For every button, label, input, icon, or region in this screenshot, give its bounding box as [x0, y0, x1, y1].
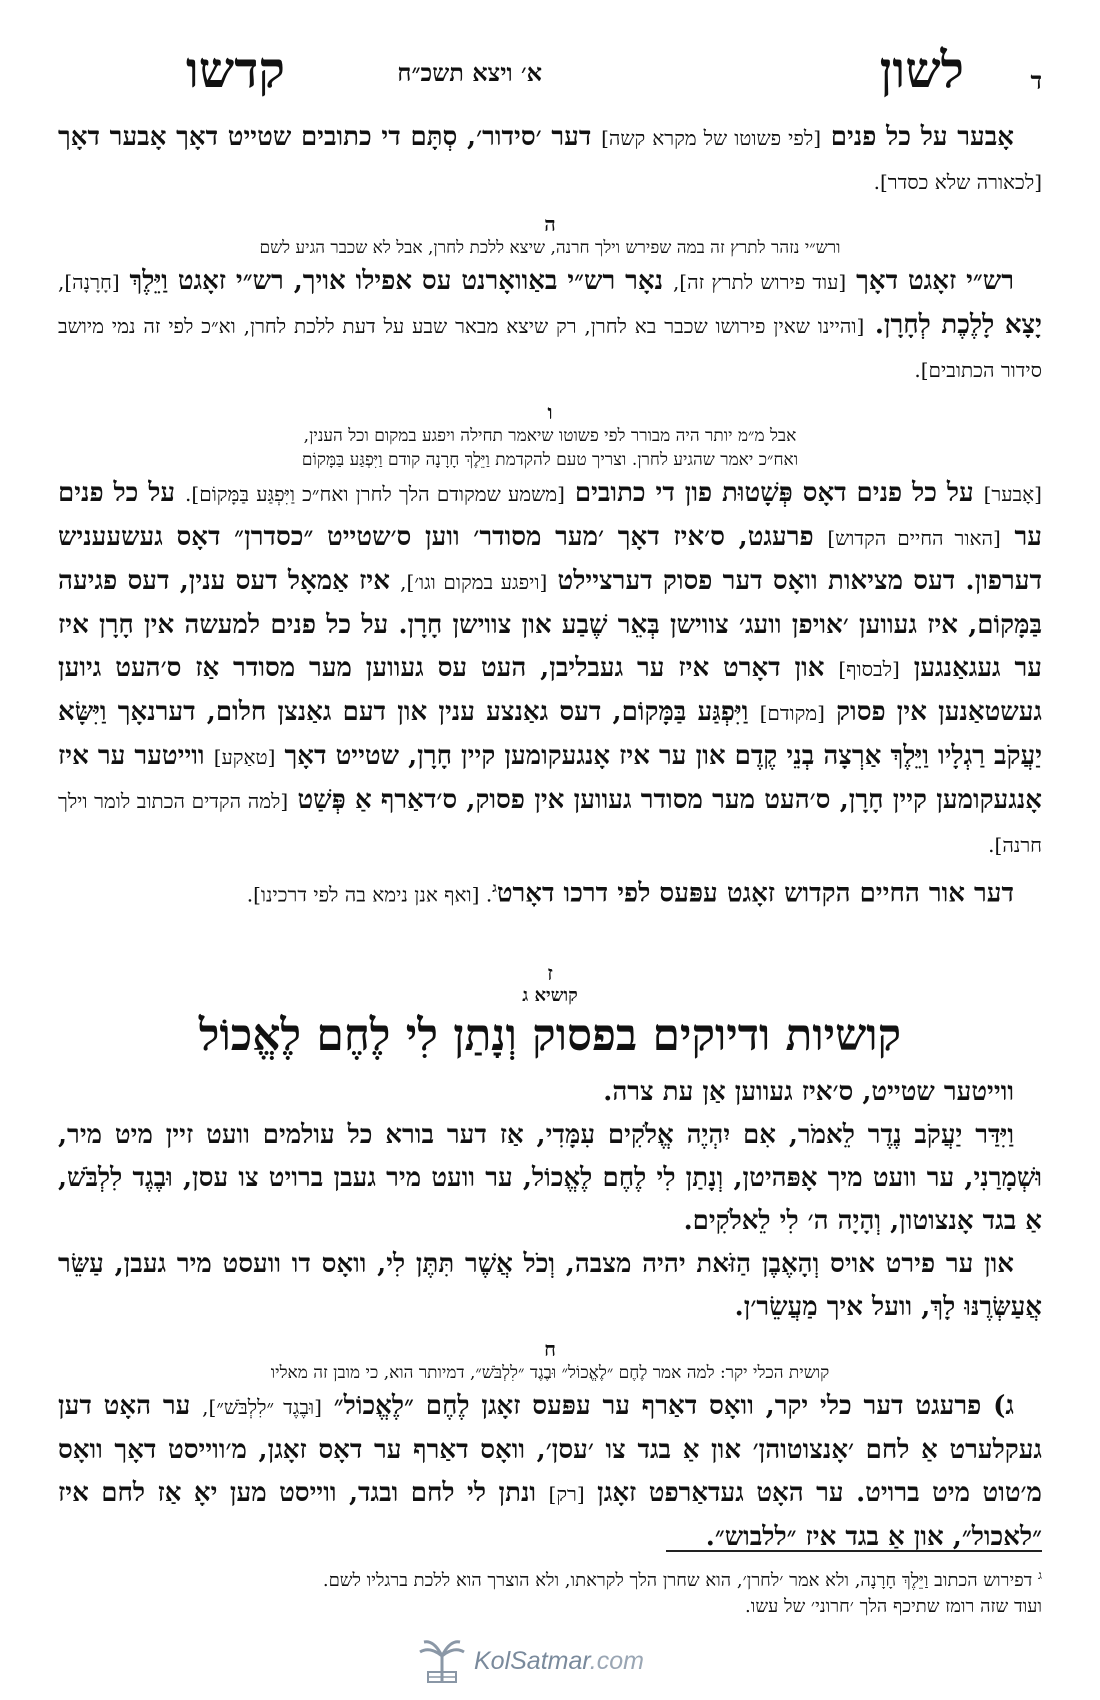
- section-mark-chet: ח: [544, 1336, 556, 1361]
- footnote-line-2: ועוד שזה רומז שתיכף הלך ׳חרוני׳ של עשו.: [745, 1596, 1042, 1617]
- paragraph-8: ג) פרעגט דער כלי יקר, וואָס דאַרף ער עפּעס זאָגן לֶחֶם ״לֶאֱכוֹל״ [וּבֶגֶד ״לִלְבֹּשׁ״], ער האָט דען געקלערט אַ לחם ׳אָנצוטוהן׳ און אַ בגד צו ׳עסן׳, וואָס דאַרף ער דאָס זאָגן, מ׳ווייסט דאָך וואָס מ׳טוט מיט ברויט. ער האָט געדאַרפט זאָגן [רק] ונתן לי לחם ובגד, ווייסט מען יאָ אַז לחם איז ״לאכול״, און אַ בגד איז ״ללבוש״.: [58, 1390, 1042, 1552]
- section-mark-vav: ו: [547, 400, 553, 424]
- paragraph-5: ווייטער שטייט, ס׳איז געווען אַן עת צרה.: [603, 1076, 1014, 1107]
- section-mark-zayin: ז: [547, 960, 553, 985]
- footnote-line-1: $^ג$ דפירוש הכתוב וַיֵּלֶךְ חָרָנָה, ולא אמר ׳לחרן׳, הוא שחרן הלך לקראתו, ולא הוצרך הוא ללכת ברגליו לשם.: [322, 1568, 1042, 1591]
- footnote-divider: [666, 1550, 1042, 1552]
- paragraph-3: [אָבער] על כל פנים דאָס פְּשָׁטוּת פון די כתובים [משמע שמקודם הלך לחרן ואח״כ וַיִּפְגַּע בַּמָּקוֹם]. על כל פנים ער [האור החיים הקדוש] פרעגט, ס׳איז דאָך ׳מער מסודר׳ ווען ס׳שטייט ״כסדרן״ דאָס געשעעניש דערפון. דעס מציאות וואָס דער פסוק דערציילט [ויפגע במקום וגו׳], איז אַמאָל דעס ענין, דעס פגיעה בַּמָּקוֹם, איז געווען ׳אויפן וועג׳ צווישן בְּאֵר שֶׁבַע און צווישן חָרָן. על כל פנים למעשה אין חָרָן איז ער געגאַנגען [לבסוף] און דאָרט איז ער געבליבן, העט עס געווען מער מסודר אַז ס׳העט גיוען געשטאַנען אין פסוק [מקודם] וַיִּפְגַּע בַּמָּקוֹם, דעס גאַנצע ענין און דעם גאַנצן חלום, דערנאָך וַיִּשָּׂא יַעֲקֹב רַגְלָיו וַיֵּלֶךְ אַרְצָה בְנֵי קֶדֶם און ער איז אָנגעקומען קיין חָרָן, שטייט דאָך [טאַקע] ווייטער ער איז אָנגעקומען קיין חָרָן, ס׳העט מער מסודר געווען אין פסוק, ס׳דאַרף אַ פְּשַׁט [למה הקדים הכתוב לומר וילך חרנה].: [58, 478, 1043, 857]
- section-mark-he: ה: [544, 212, 556, 236]
- page-header: [58, 40, 1042, 110]
- paragraph-1: אָבער על כל פנים [לפי פשוטו של מקרא קשה] דער ׳סידור׳, סְתָּם די כתובים שטייט דאָך אָבער דאָך [לכאורה שלא כסדר].: [58, 122, 1042, 194]
- question-label: קושיא ג: [522, 984, 578, 1006]
- paragraph-6: וַיִּדַּר יַעֲקֹב נֶדֶר לֵאמֹר, אִם יִהְיֶה אֱלֹקִים עִמָּדִי, אַז דער בורא כל עולמים וועט זיין מיט מיר, וּשְׁמָרַנִי, ער וועט מיך אָפּהיטן, וְנָתַן לִי לֶחֶם לֶאֱכוֹל, ער וועט מיר געבן ברויט צו עסן, וּבֶגֶד לִלְבֹּשׁ, אַ בגד אָנצוטון, וְהָיָה ה׳ לִי לֵאלֹקִים.: [58, 1119, 1042, 1236]
- footnote-ref[interactable]: ג: [492, 880, 497, 896]
- section-note-chet: קושית הכלי יקר: למה אמר לֶחֶם ״לֶאֱכוֹל״ וּבֶגֶד ״לִלְבֹּשׁ״, דמיותר הוא, כי מובן זה מאליו: [270, 1362, 830, 1383]
- section-heading: קושיות ודיוקים בפסוק וְנָתַן לִי לֶחֶם לֶאֱכוֹל: [198, 1009, 902, 1061]
- watermark-text: KolSatmar.com: [474, 1646, 644, 1675]
- running-title-left: קדשו: [186, 40, 285, 99]
- paragraph-2: רש״י זאָגט דאָך [עוד פירוש לתרץ זה], נאָר רש״י באַוואָרנט עס אפילו אויך, רש״י זאָגט וַיֵּלֶךְ [חָרָנָה], יָצָא לָלֶכֶת לְחָרָן. [והיינו שאין פירושו שכבר בא לחרן, רק שיצא מבאר שבע על דעת ללכת לחרן, וא״כ לפי זה נמי מיושב סידור הכתובים].: [58, 266, 1042, 382]
- watermark: [418, 1636, 678, 1686]
- main-content: [58, 116, 1042, 1559]
- section-note-he: ורש״י נזהר לתרץ זה במה שפירש וילך חרנה, שיצא ללכת לחרן, אבל לא שכבר הגיע לשם: [259, 238, 841, 258]
- page-letter: ד: [1030, 66, 1042, 95]
- section-note-vav-2: ואח״כ יאמר שהגיע לחרן. וצריך טעם להקדמת וַיֵּלֶךְ חָרָנָה קודם וַיִּפְגַּע בַּמָּקוֹם: [301, 450, 799, 470]
- footnote: [58, 1562, 1042, 1620]
- paragraph-4: דער אור החיים הקדוש זאָגט עפּעס לפי דרכו דאָרט$^ג$. [ואף אנן נימא בה לפי דרכינו].: [246, 878, 1014, 909]
- section-note-vav-1: אבל מ״מ יותר היה מבורר לפי פשוטו שיאמר תחילה ויפגע במקום וכל הענין,: [303, 426, 797, 446]
- header-date: א׳ ויצא תשכ״ח: [397, 58, 542, 87]
- paragraph-7: און ער פירט אויס וְהָאֶבֶן הַזֹּאת יהיה מצבה, וְכֹל אֲשֶׁר תִּתֶּן לִי, וואָס דו וועסט מיר געבן, עַשֵּׂר אֲעַשְּׂרֶנּוּ לָךְ, וועל איך מַעֲשֵׂר׳ן.: [58, 1248, 1042, 1322]
- running-title-right: לשון: [879, 40, 964, 99]
- palm-tree-logo-icon: [418, 1638, 466, 1684]
